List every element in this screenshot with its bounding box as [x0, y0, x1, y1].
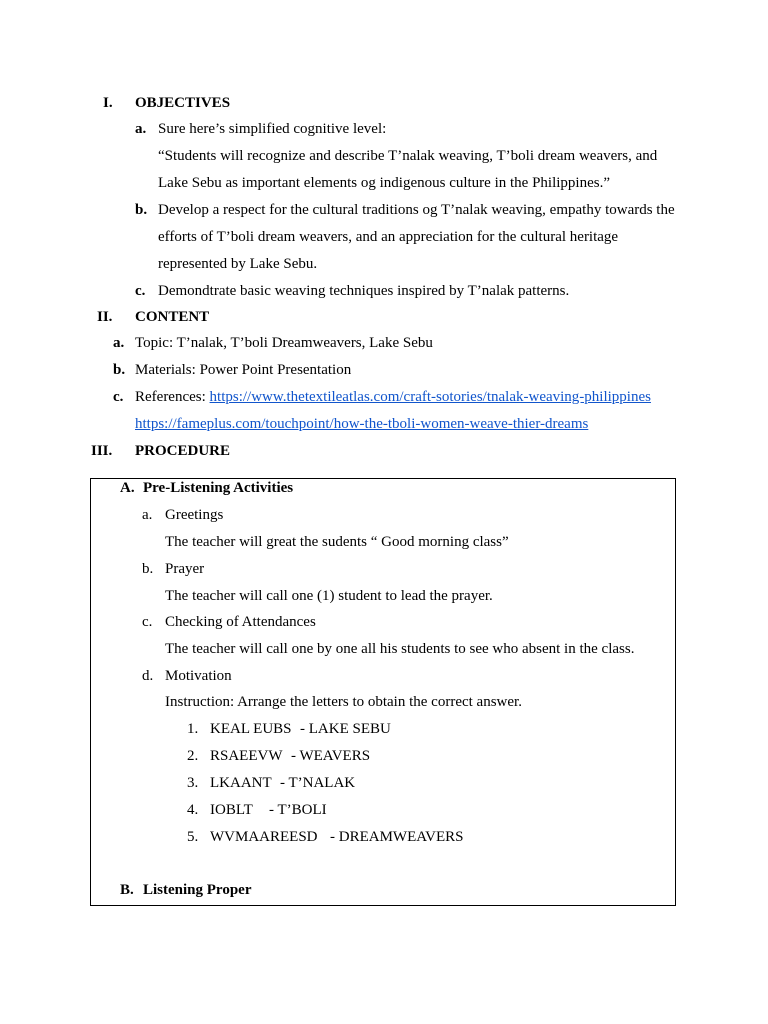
procedure-numeral: III.	[91, 443, 113, 459]
reference-link-fameplus[interactable]: https://fameplus.com/touchpoint/how-the-tboli-women-weave-thier-dreams	[135, 416, 589, 432]
scramble-answer: - LAKE SEBU	[300, 721, 391, 737]
objective-a-line: Lake Sebu as important elements og indigenous culture in the Philippines.”	[158, 175, 610, 191]
procedure-heading: PROCEDURE	[135, 443, 231, 459]
objectives-heading: OBJECTIVES	[135, 95, 231, 111]
scramble-word: IOBLT	[210, 802, 253, 818]
step-greetings-detail: The teacher will great the sudents “ Good morning class”	[165, 534, 509, 550]
scramble-answer: - WEAVERS	[291, 748, 371, 764]
scramble-number: 1.	[187, 721, 199, 737]
objective-b-line: represented by Lake Sebu.	[158, 256, 318, 272]
step-attendance-detail: The teacher will call one by one all his students to see who absent in the class.	[165, 641, 635, 657]
content-a-marker: a.	[113, 335, 125, 351]
content-topic: Topic: T’nalak, T’boli Dreamweavers, Lake Sebu	[135, 335, 433, 351]
section-a-marker: A.	[120, 480, 135, 496]
content-numeral: II.	[97, 309, 113, 325]
reference-line-2	[135, 415, 588, 433]
step-b-marker: b.	[142, 561, 154, 577]
objective-a-marker: a.	[135, 121, 147, 137]
objective-a-line: Sure here’s simplified cognitive level:	[158, 121, 387, 137]
scramble-answer: - T’NALAK	[280, 775, 356, 791]
objective-c-marker: c.	[135, 283, 146, 299]
scramble-number: 5.	[187, 829, 199, 845]
step-prayer-title: Prayer	[165, 561, 205, 577]
objective-c-line: Demondtrate basic weaving techniques inspired by T’nalak patterns.	[158, 283, 570, 299]
section-a-title: Pre-Listening Activities	[143, 480, 294, 496]
section-b-marker: B.	[120, 882, 134, 898]
scramble-word: LKAANT	[210, 775, 272, 791]
scramble-word: KEAL EUBS	[210, 721, 292, 737]
step-d-marker: d.	[142, 668, 154, 684]
content-references	[135, 388, 651, 406]
scramble-number: 4.	[187, 802, 199, 818]
reference-link-textile-atlas[interactable]: https://www.thetextileatlas.com/craft-sotories/tnalak-weaving-philippines	[209, 389, 651, 405]
references-label: References:	[135, 389, 210, 405]
step-motivation-title: Motivation	[165, 668, 232, 684]
step-motivation-detail: Instruction: Arrange the letters to obtain the correct answer.	[165, 694, 522, 710]
scramble-answer: - T’BOLI	[269, 802, 327, 818]
content-heading: CONTENT	[135, 309, 210, 325]
scramble-answer: - DREAMWEAVERS	[330, 829, 464, 845]
step-greetings-title: Greetings	[165, 507, 224, 523]
content-materials: Materials: Power Point Presentation	[135, 362, 352, 378]
objective-b-line: Develop a respect for the cultural traditions og T’nalak weaving, empathy towards the	[158, 202, 675, 218]
content-b-marker: b.	[113, 362, 126, 378]
objective-a-line: “Students will recognize and describe T’nalak weaving, T’boli dream weavers, and	[158, 148, 658, 164]
scramble-number: 2.	[187, 748, 199, 764]
objective-b-line: efforts of T’boli dream weavers, and an appreciation for the cultural heritage	[158, 229, 619, 245]
objectives-numeral: I.	[103, 95, 113, 111]
section-b-title: Listening Proper	[143, 882, 252, 898]
scramble-word: RSAEEVW	[210, 748, 283, 764]
objective-b-marker: b.	[135, 202, 148, 218]
step-prayer-detail: The teacher will call one (1) student to lead the prayer.	[165, 588, 493, 604]
step-c-marker: c.	[142, 614, 153, 630]
step-a-marker: a.	[142, 507, 153, 523]
scramble-word: WVMAAREESD	[210, 829, 318, 845]
scramble-number: 3.	[187, 775, 199, 791]
content-c-marker: c.	[113, 389, 124, 405]
step-attendance-title: Checking of Attendances	[165, 614, 316, 630]
